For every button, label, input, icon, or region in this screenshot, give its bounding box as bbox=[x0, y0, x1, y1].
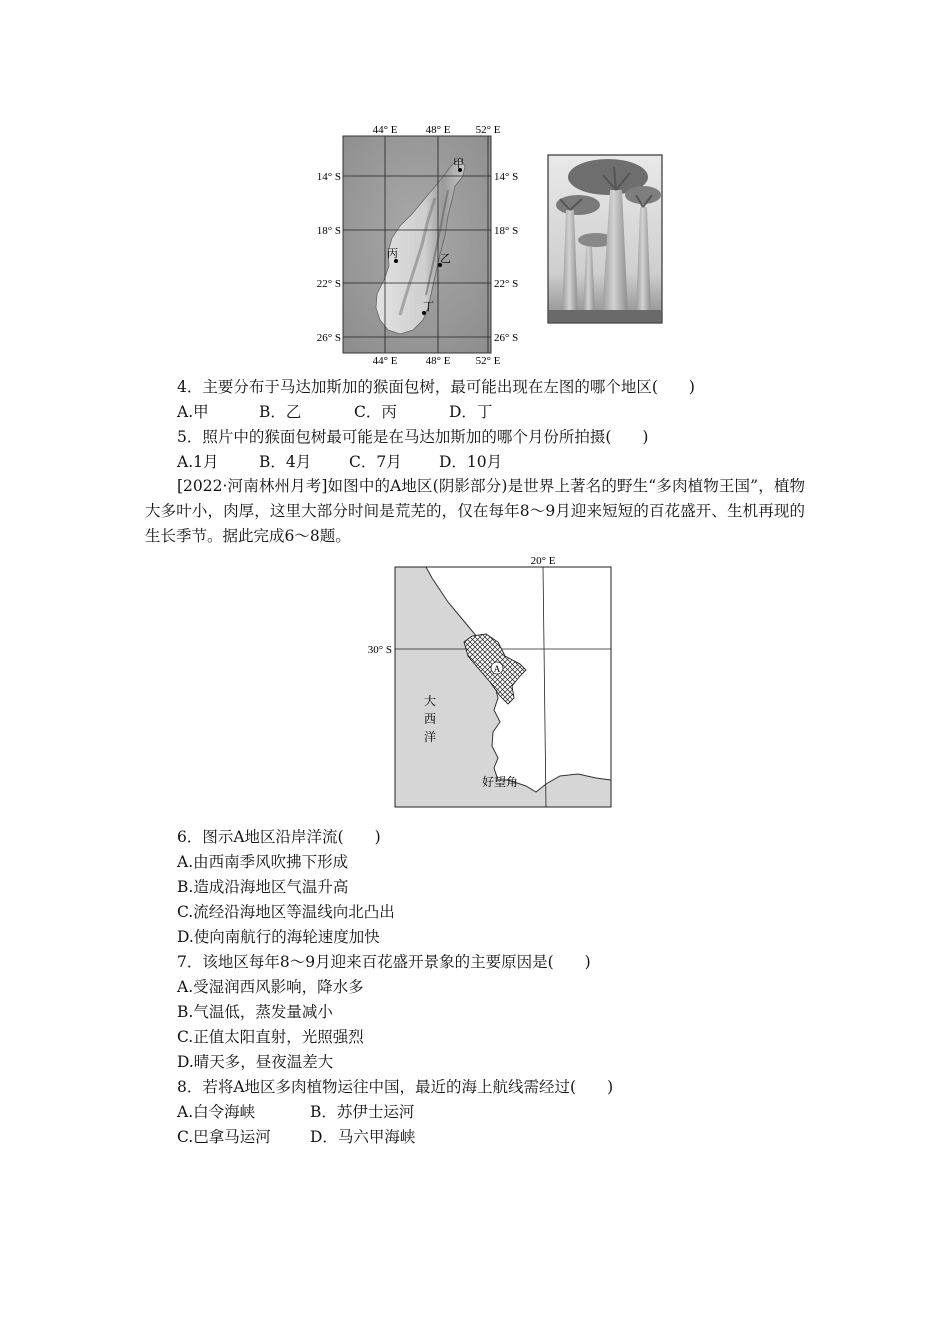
madagascar-map bbox=[310, 120, 519, 370]
tree-canopy bbox=[625, 186, 661, 204]
lon-label: 44° E bbox=[372, 355, 398, 367]
lat-label: 14° S bbox=[316, 171, 341, 183]
ocean-label-char-2: 西 bbox=[423, 712, 437, 726]
south-africa-map bbox=[360, 552, 615, 810]
question-8-stem: 8．若将A地区多肉植物运往中国，最近的海上航线需经过( ) bbox=[177, 1078, 614, 1096]
question-5-option-b[interactable]: B．4月 bbox=[259, 453, 312, 471]
lat-label: 18° S bbox=[494, 225, 519, 237]
question-6-option-c[interactable]: C.流经沿海地区等温线向北凸出 bbox=[177, 903, 395, 921]
question-4-options bbox=[177, 401, 492, 423]
question-4-option-d[interactable]: D．丁 bbox=[449, 403, 493, 421]
intro-paragraph: [2022·河南林州月考]如图中的A地区(阴影部分)是世界上著名的野生“多肉植物王国”，植物大多叶小，肉厚，这里大部分时间是荒芜的，仅在每年8～9月迎来短短的百花盛开、生机再现的生长季节。据此完成6～8题。 bbox=[145, 477, 805, 545]
question-8-option-a[interactable]: A.白令海峡 bbox=[177, 1103, 256, 1121]
photo-ground bbox=[549, 310, 661, 322]
question-4-option-c[interactable]: C．丙 bbox=[354, 403, 397, 421]
lat-label: 22° S bbox=[316, 278, 341, 290]
lat-label: 18° S bbox=[316, 225, 341, 237]
question-8-option-b[interactable]: B．苏伊士运河 bbox=[310, 1103, 415, 1121]
lon-label: 52° E bbox=[475, 355, 501, 367]
area-a-label: A bbox=[493, 664, 501, 674]
tree-canopy bbox=[556, 195, 600, 215]
question-5-stem: 5．照片中的猴面包树最可能是在马达加斯加的哪个月份所拍摄( ) bbox=[177, 428, 649, 446]
ocean-label-char-3: 洋 bbox=[423, 730, 437, 744]
lat-label: 22° S bbox=[494, 278, 519, 290]
baobab-photo bbox=[548, 155, 662, 323]
lon-label: 52° E bbox=[475, 124, 501, 136]
question-4-option-b[interactable]: B．乙 bbox=[259, 403, 302, 421]
question-5-option-a[interactable]: A.1月 bbox=[177, 453, 219, 471]
lon-label: 44° E bbox=[372, 124, 398, 136]
question-6-stem: 6．图示A地区沿岸洋流( ) bbox=[177, 828, 381, 846]
question-8-option-c[interactable]: C.巴拿马运河 bbox=[177, 1128, 271, 1146]
cape-label: 好望角 bbox=[481, 775, 519, 789]
question-5-option-d[interactable]: D．10月 bbox=[439, 453, 503, 471]
question-7-stem: 7．该地区每年8～9月迎来百花盛开景象的主要原因是( ) bbox=[177, 953, 591, 971]
question-4-stem: 4．主要分布于马达加斯加的猴面包树，最可能出现在左图的哪个地区( ) bbox=[177, 378, 695, 396]
place-label-bing: 丙 bbox=[387, 248, 398, 260]
question-8-option-d[interactable]: D．马六甲海峡 bbox=[310, 1128, 416, 1146]
question-8-options-row1 bbox=[177, 1101, 414, 1123]
question-7-option-d[interactable]: D.晴天多，昼夜温差大 bbox=[177, 1053, 334, 1071]
ocean-label-char-1: 大 bbox=[423, 694, 437, 708]
question-6-option-a[interactable]: A.由西南季风吹拂下形成 bbox=[177, 853, 349, 871]
lon-label: 48° E bbox=[425, 355, 451, 367]
question-5-option-c[interactable]: C．7月 bbox=[349, 453, 402, 471]
question-4-option-a[interactable]: A.甲 bbox=[177, 403, 209, 421]
question-7-option-b[interactable]: B.气温低，蒸发量减小 bbox=[177, 1003, 333, 1021]
question-6-option-b[interactable]: B.造成沿海地区气温升高 bbox=[177, 878, 349, 896]
lon-label-20e: 20° E bbox=[530, 555, 556, 567]
lat-label-30s: 30° S bbox=[367, 644, 392, 656]
lat-label: 26° S bbox=[494, 332, 519, 344]
question-8-options-row2 bbox=[177, 1126, 415, 1148]
question-7-option-c[interactable]: C.正值太阳直射，光照强烈 bbox=[177, 1028, 364, 1046]
place-label-yi: 乙 bbox=[440, 253, 451, 265]
lat-label: 14° S bbox=[494, 171, 519, 183]
place-label-ding: 丁 bbox=[423, 301, 434, 313]
question-7-option-a[interactable]: A.受湿润西风影响，降水多 bbox=[177, 978, 364, 996]
question-6-option-d[interactable]: D.使向南航行的海轮速度加快 bbox=[177, 928, 380, 946]
question-5-options bbox=[177, 451, 502, 473]
place-label-jia: 甲 bbox=[453, 158, 464, 170]
lon-label: 48° E bbox=[425, 124, 451, 136]
lat-label: 26° S bbox=[316, 332, 341, 344]
